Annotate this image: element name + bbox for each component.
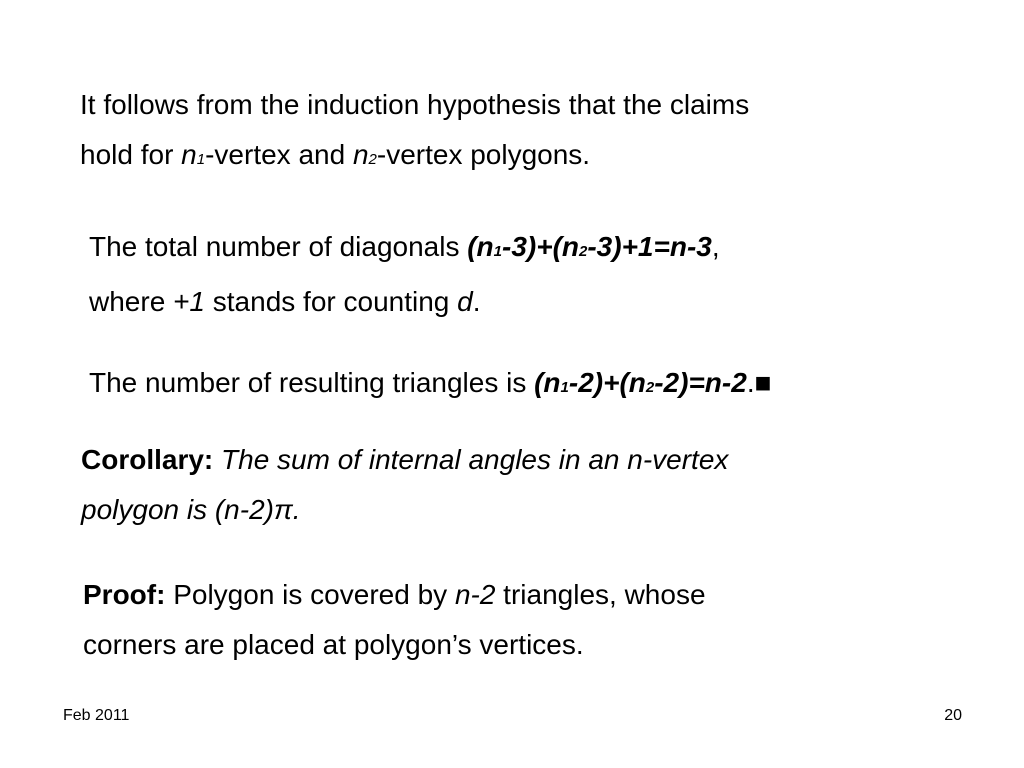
induction-line-1: It follows from the induction hypothesis that the claims (80, 89, 750, 120)
triangles-formula-part: -2)=n-2 (654, 367, 747, 398)
corollary-label: Corollary: (81, 444, 214, 475)
subscript-2: 2 (579, 243, 588, 260)
proof-label: Proof: (83, 579, 166, 610)
where-text: where (89, 286, 174, 317)
corollary-statement: The sum of internal angles in an n-vertex (213, 444, 729, 475)
induction-line-2 (80, 130, 749, 185)
variable-n: n (181, 139, 197, 170)
vertex-text: -vertex and (205, 139, 353, 170)
triangles-text: The number of resulting triangles is (89, 367, 535, 398)
corollary-line-1 (81, 435, 728, 485)
subscript-1: 1 (196, 151, 206, 168)
page-number: 20 (944, 707, 962, 724)
triangles-formula-part: (n (534, 367, 561, 398)
vertex-polygons-text: -vertex polygons. (376, 139, 591, 170)
induction-paragraph (80, 80, 749, 185)
subscript-2: 2 (645, 379, 655, 396)
variable-n: n (352, 139, 369, 170)
stands-for-text: stands for counting (204, 286, 458, 317)
proof-line-2: corners are placed at polygon’s vertices. (83, 629, 584, 660)
qed-end: .■ (746, 367, 772, 398)
diagonals-line-2 (89, 277, 720, 327)
triangles-formula-part: -2)+(n (568, 367, 646, 398)
proof-paragraph (83, 570, 706, 670)
diagonals-formula-part: -3)+(n (502, 231, 580, 262)
diagonals-formula-part: -3)+1=n-3 (587, 231, 712, 262)
proof-text-end: triangles, whose (495, 579, 706, 610)
period: . (472, 286, 481, 317)
variable-d: d (457, 286, 473, 317)
proof-text: Polygon is covered by (165, 579, 455, 610)
plus-one: +1 (173, 286, 205, 317)
corollary-line-2: polygon is (n-2)π. (81, 494, 301, 525)
subscript-1: 1 (493, 243, 503, 260)
n-minus-2: n-2 (454, 579, 496, 610)
proof-line-1 (83, 570, 706, 620)
corollary-paragraph (81, 435, 728, 535)
footer-date: Feb 2011 (63, 707, 130, 724)
triangles-paragraph (89, 358, 772, 413)
subscript-2: 2 (368, 151, 377, 168)
subscript-1: 1 (560, 379, 569, 396)
induction-line-2-text: hold for (80, 139, 182, 170)
diagonals-line-1 (89, 222, 720, 277)
comma: , (711, 231, 720, 262)
diagonals-text: The total number of diagonals (89, 231, 468, 262)
triangles-line (89, 358, 772, 413)
diagonals-paragraph (89, 222, 720, 327)
diagonals-formula-part: (n (467, 231, 494, 262)
